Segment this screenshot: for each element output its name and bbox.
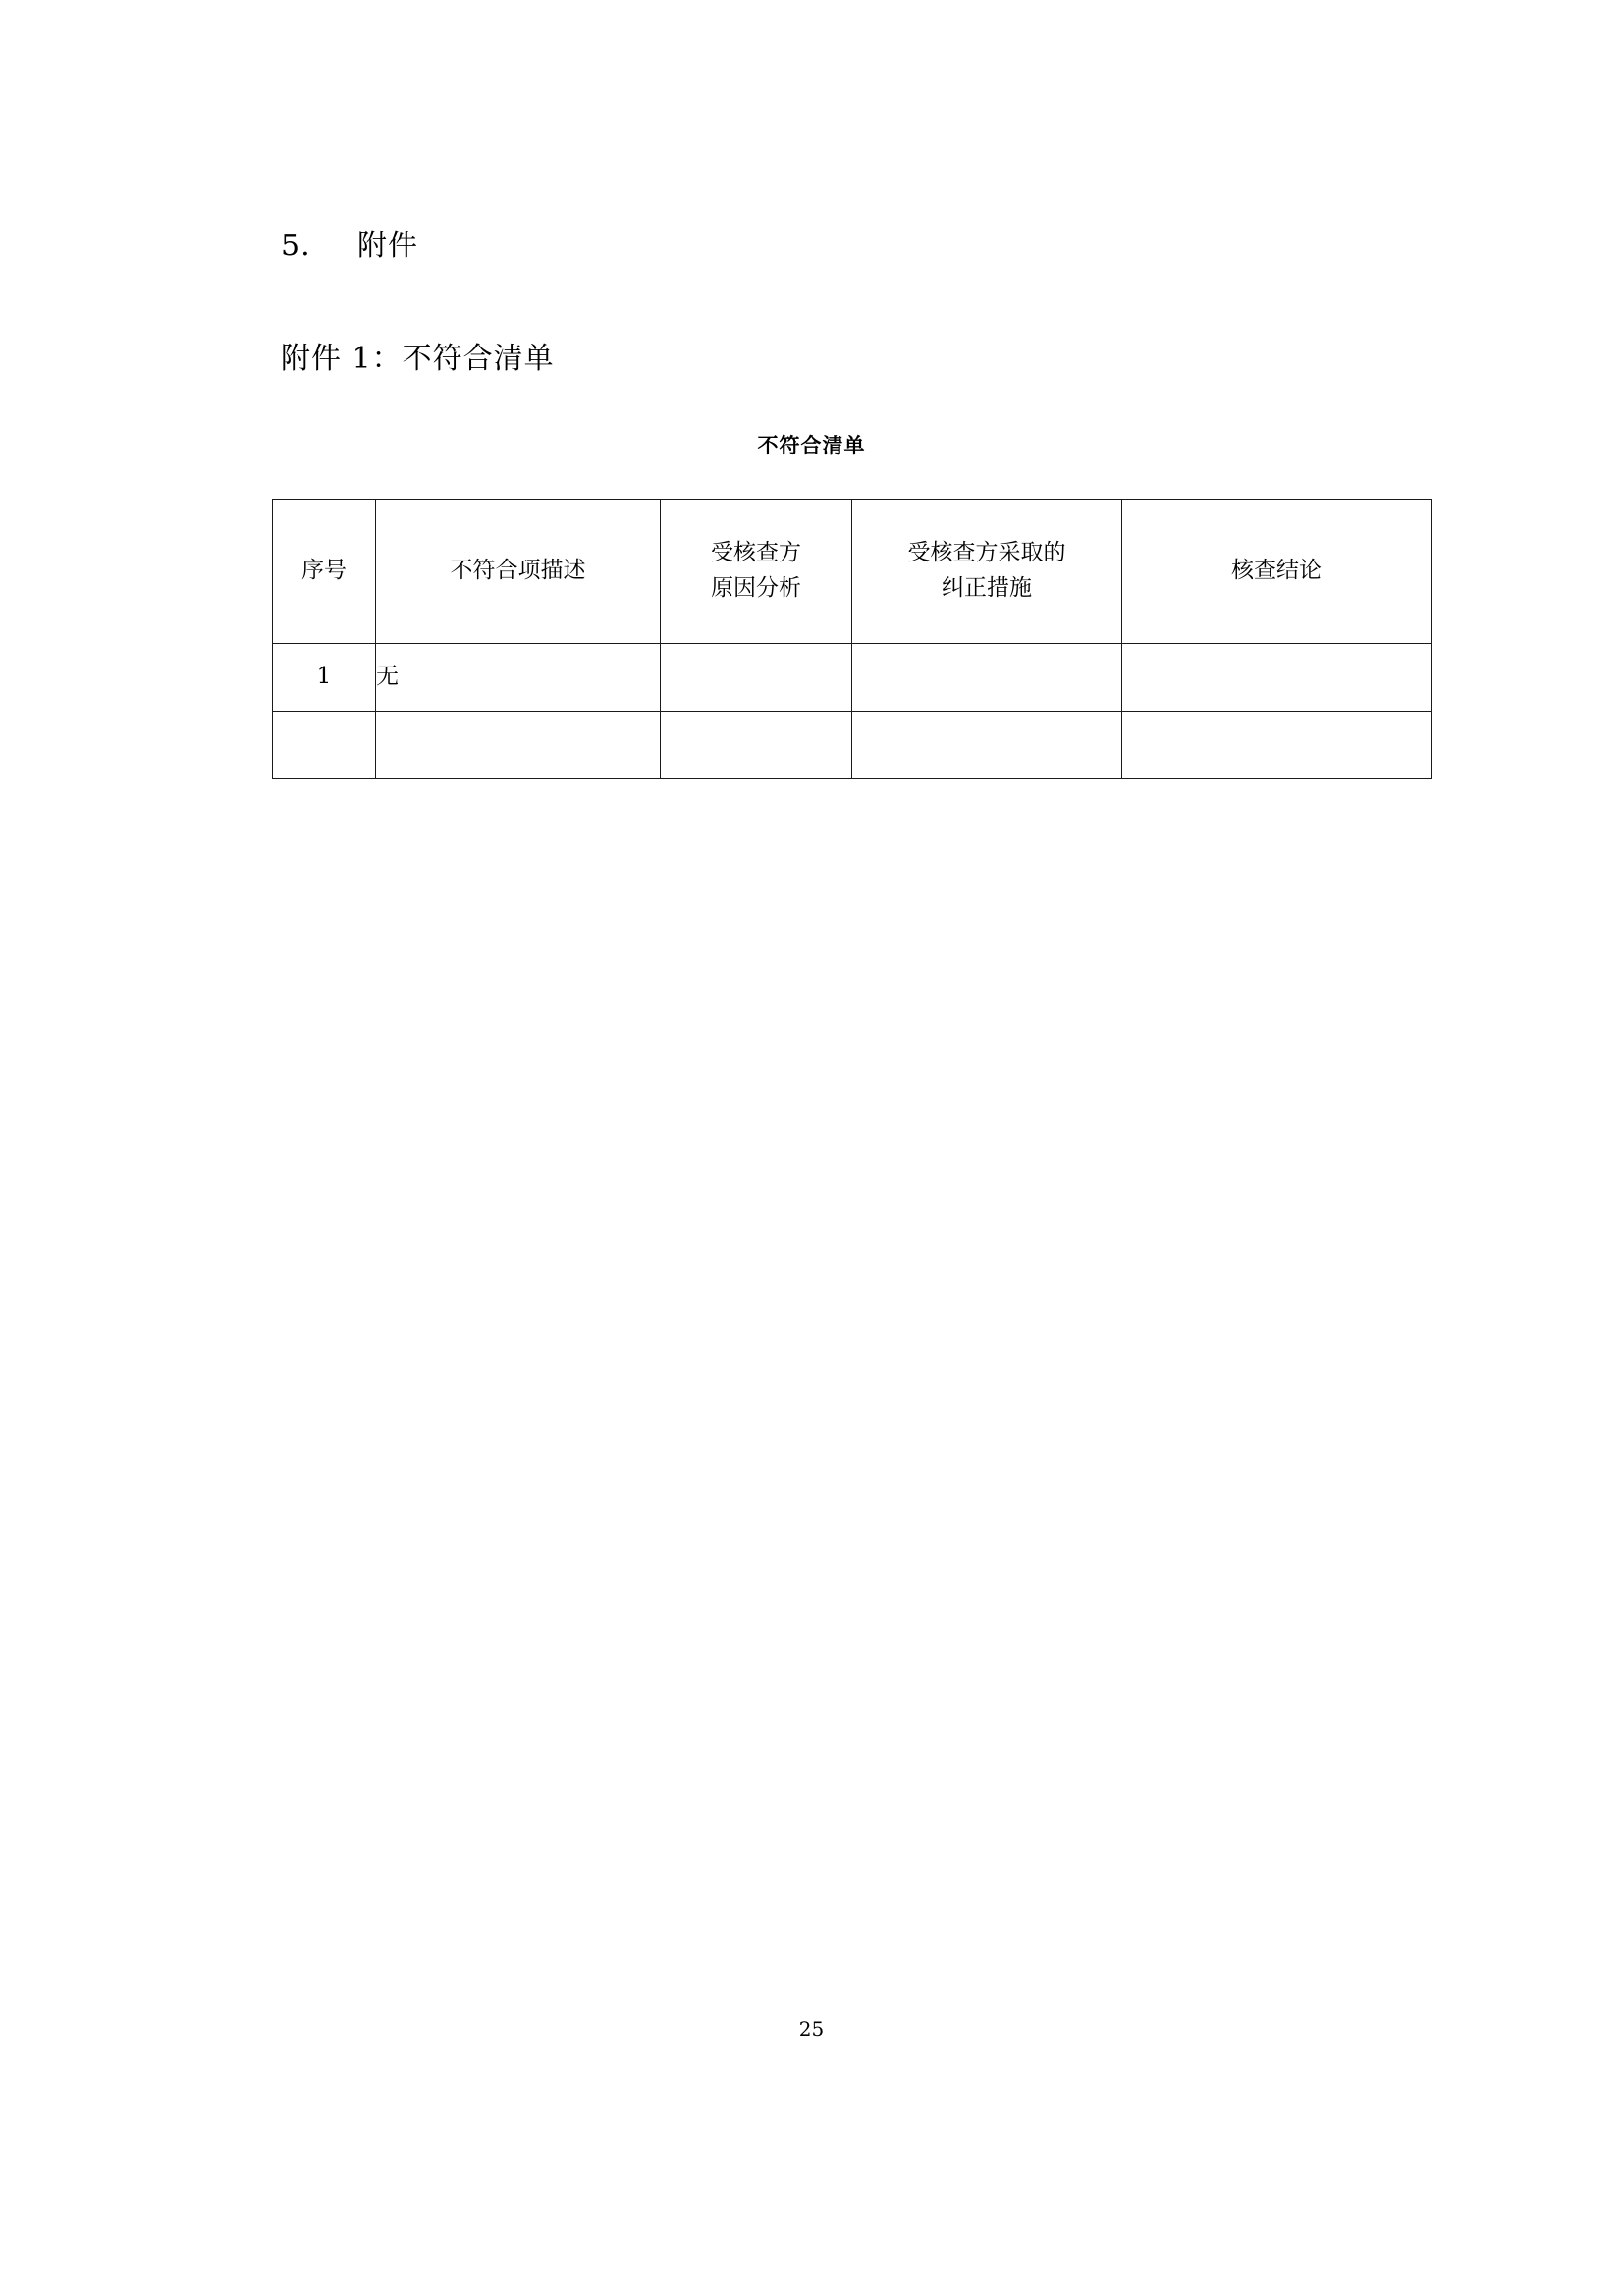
header-cell-index (273, 500, 376, 644)
cell-index (273, 712, 376, 779)
table-row (273, 644, 1432, 712)
header-cell-correction (852, 500, 1122, 644)
header-line-2: 纠正措施 (942, 575, 1032, 601)
section-number: 5. (281, 229, 311, 263)
header-line-2: 原因分析 (711, 575, 801, 601)
header-line-1: 受核查方 (711, 540, 801, 566)
cell-cause (661, 644, 852, 712)
cell-description (376, 712, 661, 779)
cell-index: 1 (273, 644, 376, 712)
section-title: 附件 (357, 229, 418, 263)
cell-correction (852, 644, 1122, 712)
table-header-row (273, 500, 1432, 644)
header-line-1: 受核查方采取的 (907, 540, 1066, 566)
table-caption: 不符合清单 (757, 433, 866, 457)
header-line-1: 核查结论 (1231, 558, 1322, 584)
cell-conclusion (1122, 644, 1432, 712)
header-line-1: 序号 (301, 558, 347, 584)
cell-description: 无 (376, 644, 661, 712)
header-cell-cause (661, 500, 852, 644)
header-cell-conclusion (1122, 500, 1432, 644)
cell-conclusion (1122, 712, 1432, 779)
header-line-1: 不符合项描述 (450, 558, 586, 584)
section-heading (281, 221, 418, 264)
table-row (273, 712, 1432, 779)
appendix-sub-heading: 附件 1：不符合清单 (281, 342, 555, 376)
header-cell-description (376, 500, 661, 644)
cell-correction (852, 712, 1122, 779)
page-number: 25 (798, 2017, 825, 2041)
nonconformity-table (272, 499, 1432, 779)
cell-cause (661, 712, 852, 779)
